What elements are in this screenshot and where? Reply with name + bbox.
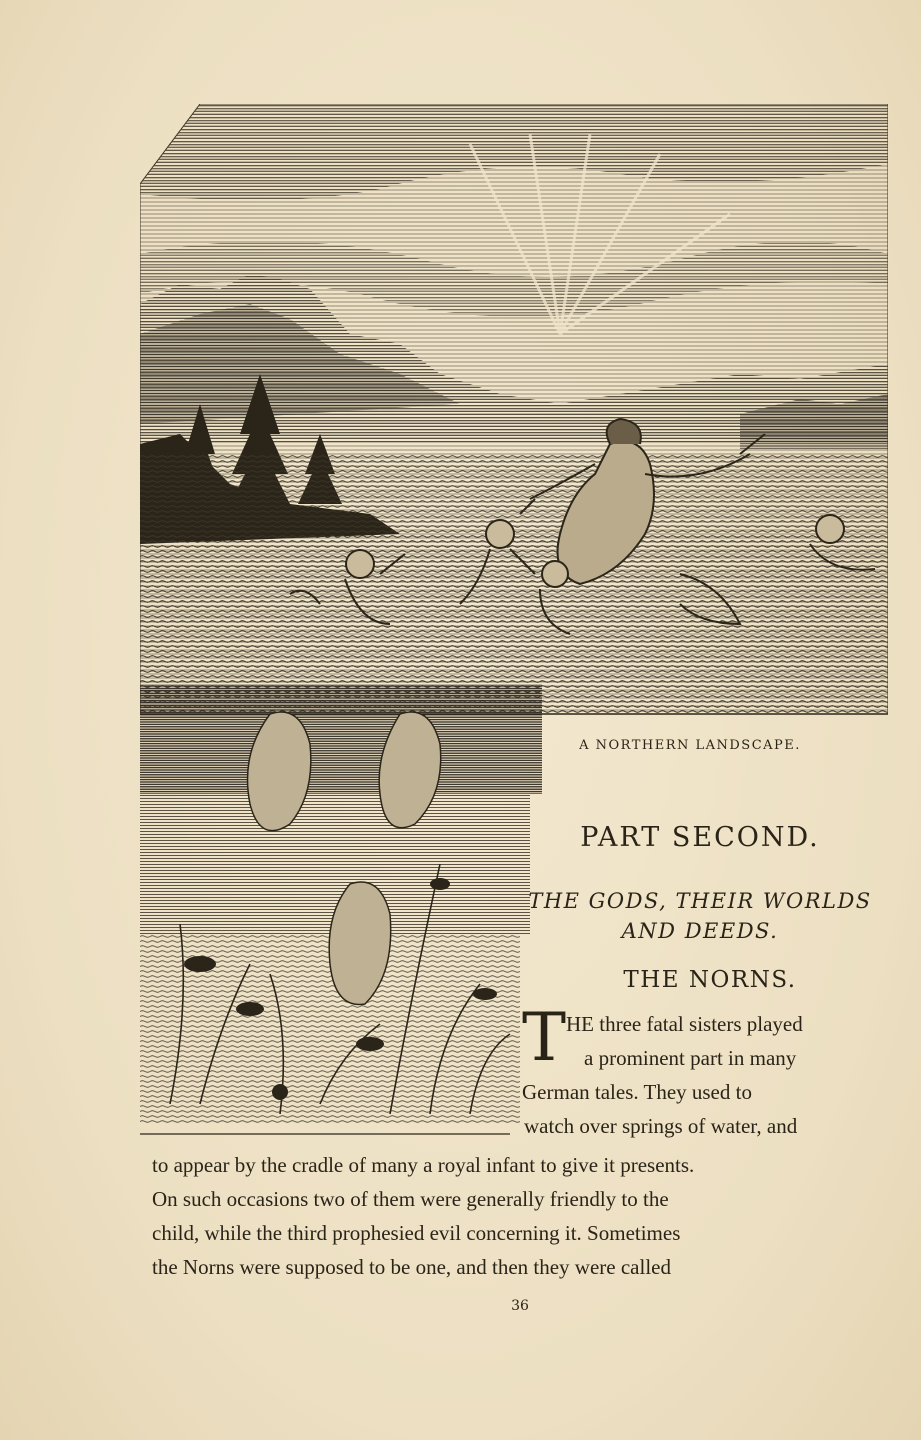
subtitle-line-2: AND DEEDS. <box>621 919 779 943</box>
section-title: THE NORNS. <box>623 967 797 993</box>
text-line: watch over springs of water, and <box>524 1114 798 1138</box>
text-line: HE three fatal sisters played <box>566 1012 803 1036</box>
text-line: On such occasions two of them were generally friendly to the <box>152 1187 669 1211</box>
part-subtitle <box>500 886 900 946</box>
illustration-caption: A NORTHERN LANDSCAPE. <box>579 738 801 753</box>
text-line: a prominent part in many <box>584 1046 797 1070</box>
text-line: German tales. They used to <box>522 1080 752 1104</box>
text-line: the Norns were supposed to be one, and then they were called <box>152 1255 671 1279</box>
text-line: child, while the third prophesied evil concerning it. Sometimes <box>152 1221 681 1245</box>
page-number: 36 <box>511 1298 529 1314</box>
subtitle-line-1: THE GODS, THEIR WORLDS <box>528 889 872 913</box>
part-title: PART SECOND. <box>580 822 820 853</box>
text-line: to appear by the cradle of many a royal infant to give it presents. <box>152 1153 695 1177</box>
drop-cap: T <box>522 999 567 1076</box>
